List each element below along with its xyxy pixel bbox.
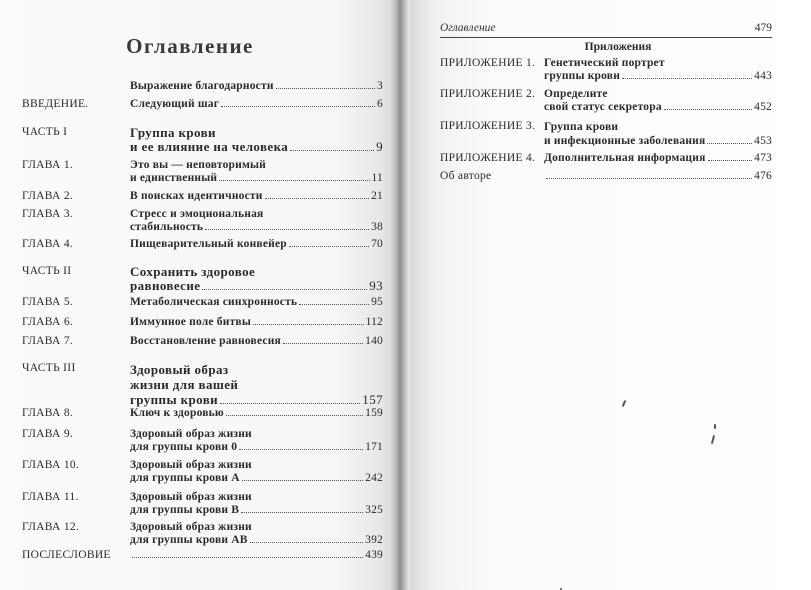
book-gutter — [388, 0, 410, 590]
toc-entry-label: ГЛАВА 12. — [22, 521, 80, 533]
toc-entry-title — [544, 88, 772, 114]
toc-entry-line: Здоровый образ — [130, 362, 229, 377]
toc-entry-label: Об авторе — [440, 170, 492, 182]
toc-entry-line — [130, 316, 383, 329]
toc-entry-page: 159 — [365, 407, 383, 419]
toc-entry-title — [130, 208, 383, 234]
dot-leader — [276, 88, 375, 89]
toc-entry-label: ЧАСТЬ II — [22, 265, 72, 277]
toc-entry-line — [130, 472, 383, 485]
toc-entry-label: ПОСЛЕСЛОВИЕ — [22, 549, 111, 561]
toc-entry-line — [130, 221, 383, 234]
toc-entry-label: ЧАСТЬ I — [22, 126, 68, 138]
toc-entry-label: ПРИЛОЖЕНИЕ 2. — [440, 88, 536, 100]
toc-entry-page: 325 — [365, 504, 383, 516]
dot-leader — [708, 160, 753, 161]
toc-entry-page: 112 — [365, 316, 383, 328]
toc-entry-page: 3 — [377, 80, 383, 92]
dot-leader — [226, 415, 363, 416]
toc-entry-label: ГЛАВА 7. — [22, 335, 74, 347]
dot-leader — [241, 512, 363, 513]
toc-entry-label: ГЛАВА 1. — [22, 159, 74, 171]
dot-leader — [221, 106, 375, 107]
toc-entry-label: ГЛАВА 6. — [22, 316, 74, 328]
toc-entry-line-text: Пищеварительный конвейер — [130, 238, 287, 250]
toc-entry-label: ГЛАВА 2. — [22, 190, 74, 202]
toc-entry-line-text: Дополнительная информация — [544, 152, 706, 164]
dot-leader — [664, 109, 752, 110]
toc-entry-line-text: равновесие — [130, 278, 201, 293]
toc-entry-line-text: Ключ к здоровью — [130, 407, 224, 419]
toc-entry-line-text: Выражение благодарности — [130, 80, 274, 92]
toc-title: Оглавление — [126, 34, 254, 58]
toc-entry-page: 95 — [371, 296, 383, 308]
toc-entry-line-text: группы крови — [130, 392, 219, 407]
toc-entry-page: 473 — [754, 152, 772, 164]
toc-entry-line: Определите — [544, 88, 608, 100]
dot-leader — [202, 289, 367, 290]
toc-entry-line — [130, 190, 383, 203]
toc-entry-title — [130, 407, 383, 420]
toc-entry-title — [544, 170, 772, 183]
toc-entry-title — [130, 459, 383, 485]
toc-entry-title — [130, 316, 383, 329]
toc-entry-label: ПРИЛОЖЕНИЕ 4. — [440, 152, 536, 164]
toc-entry-line — [130, 549, 383, 562]
toc-entry-line-text: группы крови — [544, 70, 621, 82]
dot-leader — [622, 78, 752, 79]
toc-entry-line: Стресс и эмоциональная — [130, 208, 264, 220]
toc-entry-line: Здоровый образ жизни — [130, 459, 252, 471]
toc-entry-page: 140 — [365, 335, 383, 347]
toc-entry-page: 439 — [365, 549, 383, 561]
toc-entry-line — [130, 140, 383, 154]
dot-leader — [253, 324, 364, 325]
toc-entry-page: 171 — [365, 441, 383, 453]
dot-leader — [265, 198, 370, 199]
toc-entry-line — [130, 238, 383, 251]
toc-entry-line — [130, 335, 383, 348]
dot-leader — [299, 304, 369, 305]
toc-entry-page: 6 — [377, 98, 383, 110]
toc-entry-line: Сохранить здоровое — [130, 264, 256, 279]
toc-entry-line-text: Иммунное поле битвы — [130, 316, 252, 328]
toc-entry-page: 11 — [371, 172, 383, 184]
appendices-heading: Приложения — [584, 41, 652, 53]
toc-entry-line — [544, 134, 772, 148]
toc-entry-page: 157 — [362, 392, 383, 407]
toc-entry-title — [130, 428, 383, 454]
toc-entry-label: ГЛАВА 8. — [22, 407, 74, 419]
dot-leader — [132, 557, 363, 558]
running-header: Оглавление — [440, 22, 496, 34]
toc-entry-page: 392 — [365, 534, 383, 546]
toc-entry-line-text: Метаболическая синхронность — [130, 296, 298, 308]
toc-entry-line-text: для группы крови АВ — [130, 534, 248, 546]
toc-entry-title — [130, 190, 383, 203]
toc-entry-title — [544, 120, 772, 148]
toc-entry-line: Генетический портрет — [544, 57, 665, 69]
toc-entry-page: 452 — [754, 101, 772, 113]
toc-entry-page: 9 — [376, 139, 383, 154]
toc-entry-line — [130, 98, 383, 111]
toc-entry-line — [130, 407, 383, 420]
dot-leader — [205, 229, 369, 230]
scan-speck — [714, 424, 716, 429]
toc-entry-line-text: для группы крови А — [130, 472, 240, 484]
toc-entry-label: ГЛАВА 4. — [22, 238, 74, 250]
dot-leader — [250, 542, 363, 543]
toc-entry-line-text: стабильность — [130, 221, 204, 233]
toc-entry-line: Это вы — неповторимый — [130, 159, 267, 171]
toc-entry-page: 21 — [371, 190, 383, 202]
toc-entry-label: ЧАСТЬ III — [22, 362, 76, 374]
toc-entry-label: ГЛАВА 3. — [22, 208, 74, 220]
toc-entry-line-text: для группы крови 0 — [130, 441, 238, 453]
toc-entry-title — [130, 335, 383, 348]
toc-entry-line-text: Следующий шаг — [130, 98, 220, 110]
toc-entry-line: Здоровый образ жизни — [130, 491, 252, 503]
toc-entry-label: ГЛАВА 9. — [22, 428, 74, 440]
toc-entry-title — [130, 296, 383, 309]
toc-entry-line-text: В поисках идентичности — [130, 190, 263, 202]
toc-entry-line: Группа крови — [130, 125, 216, 140]
toc-entry-line — [130, 172, 383, 185]
toc-entry-line — [544, 170, 772, 183]
toc-entry-title — [130, 98, 383, 111]
toc-entry-title — [130, 362, 383, 407]
toc-entry-line — [130, 392, 383, 407]
toc-entry-line-text: свой статус секретора — [544, 101, 662, 113]
toc-entry-line — [544, 70, 772, 83]
page-number: 479 — [754, 22, 772, 34]
toc-entry-line: Здоровый образ жизни — [130, 428, 252, 440]
dot-leader — [220, 403, 360, 404]
toc-entry-page: 93 — [369, 278, 383, 293]
toc-entry-page: 38 — [371, 221, 383, 233]
toc-entry-line-text: и ее влияние на человека — [130, 139, 289, 154]
toc-entry-line: жизни для вашей — [130, 377, 239, 392]
dot-leader — [239, 449, 363, 450]
toc-entry-line — [130, 296, 383, 309]
toc-entry-label: ГЛАВА 5. — [22, 296, 74, 308]
header-rule — [440, 37, 772, 38]
toc-entry-title — [130, 549, 383, 562]
toc-entry-line: Группа крови — [544, 121, 619, 133]
toc-entry-title — [130, 126, 383, 154]
toc-entry-title — [130, 238, 383, 251]
toc-entry-line — [130, 534, 383, 547]
toc-entry-line — [544, 101, 772, 114]
dot-leader — [546, 178, 752, 179]
toc-entry-line — [130, 80, 383, 93]
toc-entry-label: ВВЕДЕНИЕ. — [22, 98, 89, 110]
toc-entry-line-text: и единственный — [130, 172, 218, 184]
toc-entry-page: 70 — [371, 238, 383, 250]
toc-entry-line — [130, 504, 383, 517]
toc-entry-line-text: и инфекционные заболевания — [544, 135, 706, 147]
dot-leader — [242, 480, 363, 481]
dot-leader — [289, 246, 369, 247]
toc-entry-page: 242 — [365, 472, 383, 484]
toc-entry-label: ПРИЛОЖЕНИЕ 1. — [440, 57, 536, 69]
dot-leader — [283, 343, 363, 344]
toc-entry-page: 453 — [754, 135, 772, 147]
toc-entry-line-text: Восстановление равновесия — [130, 335, 281, 347]
toc-entry-label: ГЛАВА 10. — [22, 459, 80, 471]
toc-entry-title — [130, 491, 383, 517]
dot-leader — [290, 150, 374, 151]
toc-entry-title — [130, 265, 383, 293]
dot-leader — [219, 180, 369, 181]
toc-entry-label: ПРИЛОЖЕНИЕ 3. — [440, 120, 536, 132]
toc-entry-page: 476 — [754, 170, 772, 182]
toc-entry-title — [130, 159, 383, 185]
toc-entry-title — [130, 80, 383, 93]
dot-leader — [707, 143, 752, 144]
toc-entry-page: 443 — [754, 70, 772, 82]
toc-entry-line — [544, 152, 772, 165]
toc-entry-title — [544, 152, 772, 165]
toc-entry-title — [544, 57, 772, 83]
toc-entry-line — [130, 279, 383, 293]
toc-entry-line — [130, 441, 383, 454]
toc-entry-line: Здоровый образ жизни — [130, 521, 252, 533]
toc-entry-line-text: для группы крови В — [130, 504, 240, 516]
toc-entry-title — [130, 521, 383, 547]
toc-entry-label: ГЛАВА 11. — [22, 491, 79, 503]
